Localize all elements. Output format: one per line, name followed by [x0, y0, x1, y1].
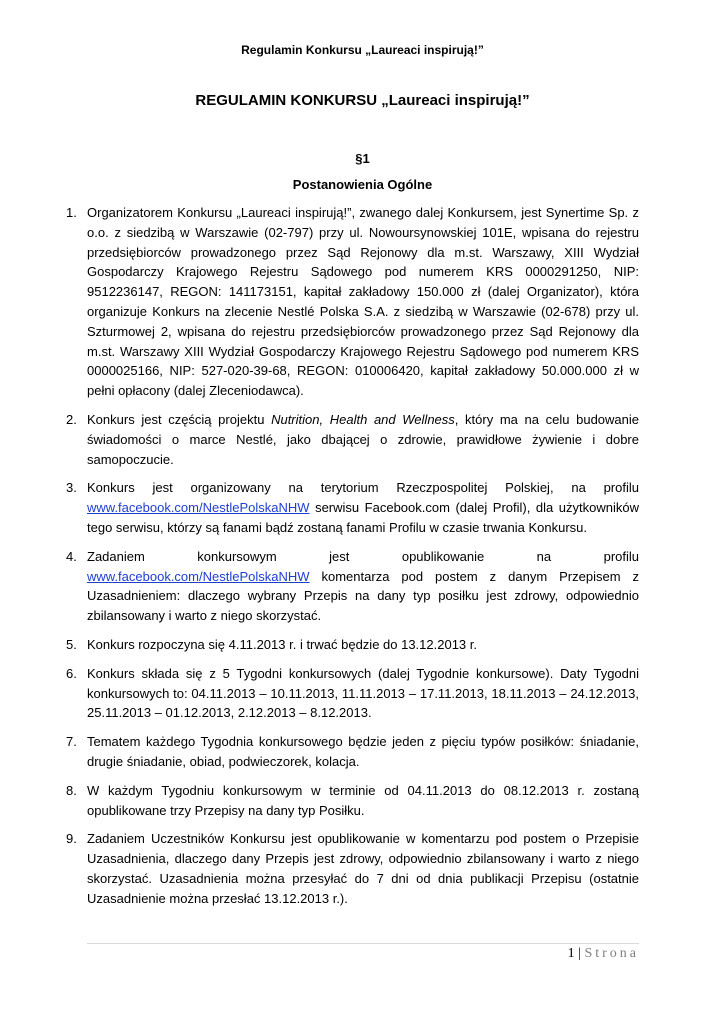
- footer-separator: |: [578, 946, 581, 961]
- list-item: [66, 547, 639, 626]
- list-item: [66, 829, 639, 908]
- footer-divider: [87, 943, 639, 944]
- list-item: [66, 635, 639, 655]
- running-header: Regulamin Konkursu „Laureaci inspirują!”: [241, 43, 484, 57]
- item-text: Konkurs jest organizowany na terytorium Rzeczpospolitej Polskiej, na profilu: [87, 480, 639, 496]
- list-item: [66, 781, 639, 821]
- facebook-profile-link[interactable]: www.facebook.com/NestlePolskaNHW: [87, 568, 310, 584]
- item-number: 1.: [66, 205, 77, 220]
- item-number: 3.: [66, 480, 77, 496]
- rules-list: [66, 203, 640, 918]
- item-text: Konkurs składa się z 5 Tygodni konkursowych (dalej Tygodnie konkursowe). Daty Tygodni konkursowych to: 04.11.2013 – 10.11.2013, 11.11.2013 – 17.11.2013, 18.11.2013 – 24.12.2013, 25.11.2013 – 01.12.2013, 2.12.2013 – 8.12.2013.: [87, 665, 639, 721]
- item-number: 9.: [66, 831, 77, 847]
- list-item: [66, 732, 639, 772]
- page-footer: [568, 946, 639, 962]
- item-number: 5.: [66, 636, 77, 652]
- item-text: komentarza pod postem z danym Przepisem z Uzasadnieniem: dlaczego wybrany Przepis na dany typ posiłku jest zdrowy, odpowiednio zbilansowany i warto z niego skorzystać.: [87, 568, 639, 624]
- item-text: , który ma na celu budowanie świadomości o marce Nestlé, jako dbającej o zdrowie, prawidłowe żywienie i dobre samopoczucie.: [87, 411, 640, 467]
- item-number: 8.: [66, 782, 77, 798]
- item-number: 6.: [66, 665, 77, 681]
- section-number: §1: [355, 151, 370, 166]
- page-number: 1: [567, 946, 575, 961]
- item-number: 7.: [66, 734, 77, 750]
- list-item: [66, 203, 639, 401]
- list-item: [66, 664, 639, 723]
- facebook-profile-link[interactable]: www.facebook.com/NestlePolskaNHW: [87, 500, 310, 516]
- item-text: Organizatorem Konkursu „Laureaci inspirują!”, zwanego dalej Konkursem, jest Synertime Sp. z o.o. z siedzibą w Warszawie (02-797) przy ul. Nowoursynowskiej 101E, wpisana do rejestru przedsiębiorców prowadzonego przez Sąd Rejonowy dla m.st. Warszawy, XIII Wydział Gospodarczy Krajowego Rejestru Sądowego pod numerem KRS 0000291250, NIP: 9512236147, REGON: 141173151, kapitał zakładowy 150.000 zł (dalej Organizator), która organizuje Konkurs na zlecenie Nestlé Polska S.A. z siedzibą w Warszawie (02-678) przy ul. Szturmowej 2, wpisana do rejestru przedsiębiorców prowadzonego przez Sąd Rejonowy dla m.st. Warszawy XIII Wydział Gospodarczy Krajowego Rejestru Sądowego pod numerem KRS 0000025166, NIP: 527-020-39-68, REGON: 010006420, kapitał zakładowy 50.000.000 zł w pełni opłacony (dalej Zleceniodawca).: [87, 205, 639, 399]
- item-text: Zadaniem Uczestników Konkursu jest opublikowanie w komentarzu pod postem o Przepisie Uzasadnienia, dlaczego dany Przepis jest zdrowy, odpowiednio zbilansowany i warto z niego skorzystać. Uzasadnienia można przesyłać do 7 dni od dnia publikacji Przepisu (ostatnie Uzasadnienie można przesłać 13.12.2013 r.).: [87, 831, 639, 906]
- item-text: Zadaniem konkursowym jest opublikowanie na profilu: [87, 548, 639, 564]
- section-heading: Postanowienia Ogólne: [292, 177, 433, 192]
- item-text: Tematem każdego Tygodnia konkursowego będzie jeden z pięciu typów posiłków: śniadanie, drugie śniadanie, obiad, podwieczorek, kolacja.: [87, 734, 639, 769]
- item-text: W każdym Tygodniu konkursowym w terminie od 04.11.2013 do 08.12.2013 r. zostaną opublikowane trzy Przepisy na dany typ Posiłku.: [87, 782, 639, 818]
- page-label: Strona: [584, 946, 639, 961]
- list-item: [66, 478, 639, 537]
- item-text: Konkurs rozpoczyna się 4.11.2013 r. i trwać będzie do 13.12.2013 r.: [87, 636, 477, 652]
- list-item: [66, 410, 640, 469]
- item-text: Konkurs jest częścią projektu: [87, 411, 272, 427]
- item-text: serwisu Facebook.com (dalej Profil), dla użytkowników tego serwisu, którzy są fanami bądź zostaną fanami Profilu w czasie trwania Konkursu.: [87, 500, 639, 535]
- item-number: 2.: [66, 411, 77, 427]
- project-name: Nutrition, Health and Wellness: [271, 411, 455, 427]
- document-title: REGULAMIN KONKURSU „Laureaci inspirują!”: [195, 92, 530, 109]
- item-number: 4.: [66, 548, 77, 564]
